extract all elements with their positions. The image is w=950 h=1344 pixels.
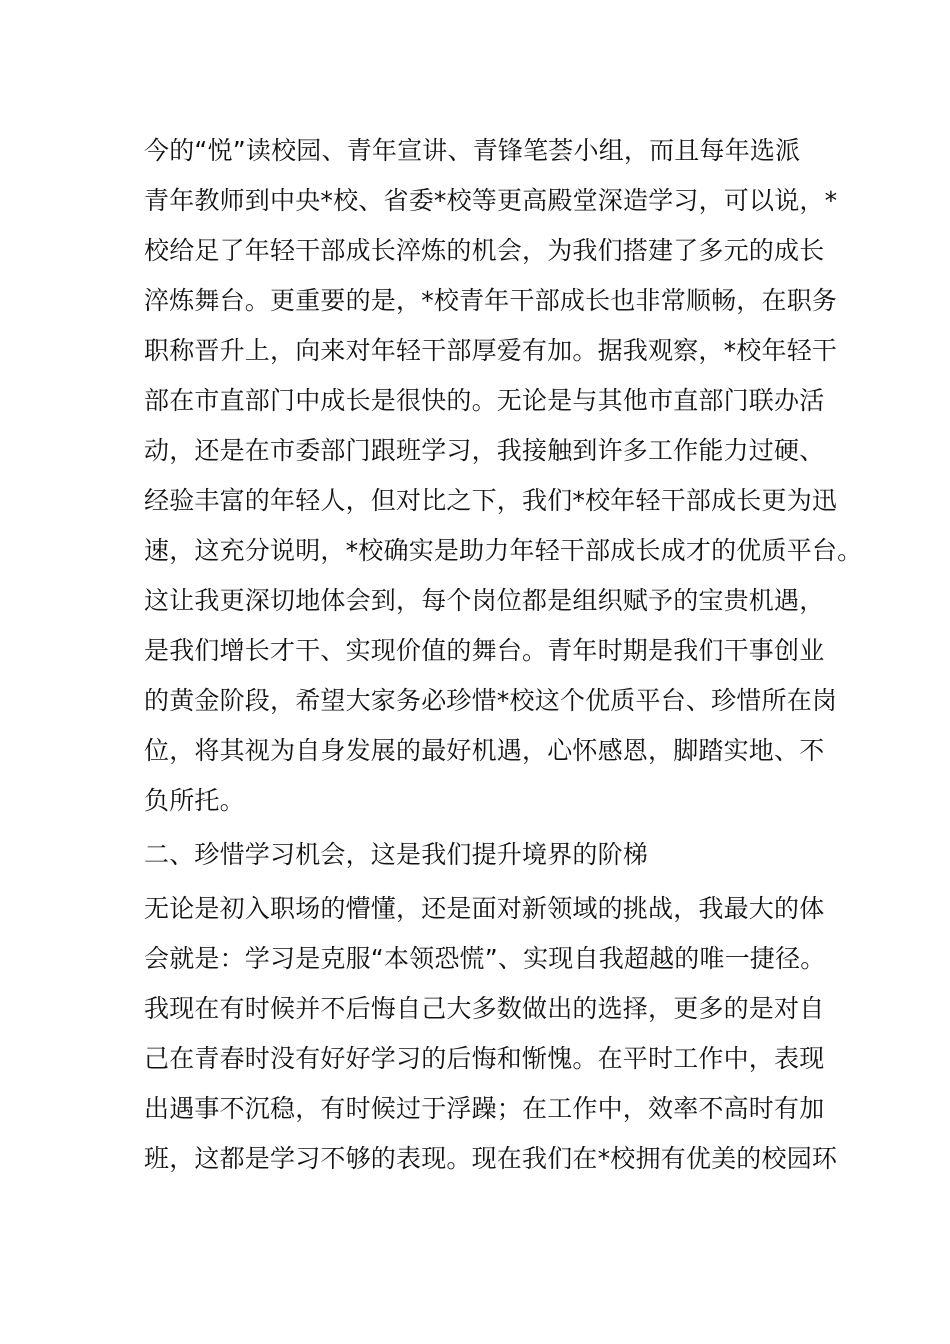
text-line: 负所托。 xyxy=(144,786,245,815)
text-line: 今的“悦”读校园、青年宣讲、青锋笔荟小组，而且每年选派 xyxy=(144,136,801,165)
text-line: 己在青春时没有好好学习的后悔和惭愧。在平时工作中，表现 xyxy=(144,1044,825,1073)
text-line: 动，还是在市委部门跟班学习，我接触到许多工作能力过硬、 xyxy=(144,436,825,465)
body-text xyxy=(144,126,863,1184)
text-line: 校给足了年轻干部成长淬炼的机会，为我们搭建了多元的成长 xyxy=(144,236,825,265)
text-line: 淬炼舞台。更重要的是，*校青年干部成长也非常顺畅，在职务 xyxy=(144,286,838,315)
text-line: 是我们增长才干、实现价值的舞台。青年时期是我们干事创业 xyxy=(144,636,825,665)
text-line: 班，这都是学习不够的表现。现在我们在*校拥有优美的校园环 xyxy=(144,1144,838,1173)
text-line: 出遇事不沉稳，有时候过于浮躁；在工作中，效率不高时有加 xyxy=(144,1094,825,1123)
text-line: 经验丰富的年轻人，但对比之下，我们*校年轻干部成长更为迅 xyxy=(144,486,838,515)
text-line: 青年教师到中央*校、省委*校等更高殿堂深造学习，可以说，* xyxy=(144,186,838,215)
text-line: 速，这充分说明，*校确实是助力年轻干部成长成才的优质平台。 xyxy=(144,536,863,565)
section-heading: 二、珍惜学习机会，这是我们提升境界的阶梯 xyxy=(144,840,649,869)
text-line: 职称晋升上，向来对年轻干部厚爱有加。据我观察，*校年轻干 xyxy=(144,336,838,365)
text-line: 这让我更深切地体会到，每个岗位都是组织赋予的宝贵机遇， xyxy=(144,586,825,615)
text-line: 会就是：学习是克服“本领恐慌”、实现自我超越的唯一捷径。 xyxy=(144,944,826,973)
text-line: 无论是初入职场的懵懂，还是面对新领域的挑战，我最大的体 xyxy=(144,894,825,923)
text-line: 位，将其视为自身发展的最好机遇，心怀感恩，脚踏实地、不 xyxy=(144,736,825,765)
text-line: 我现在有时候并不后悔自己大多数做出的选择，更多的是对自 xyxy=(144,994,825,1023)
text-line: 部在市直部门中成长是很快的。无论是与其他市直部门联办活 xyxy=(144,386,825,415)
text-line: 的黄金阶段，希望大家务必珍惜*校这个优质平台、珍惜所在岗 xyxy=(144,686,838,715)
